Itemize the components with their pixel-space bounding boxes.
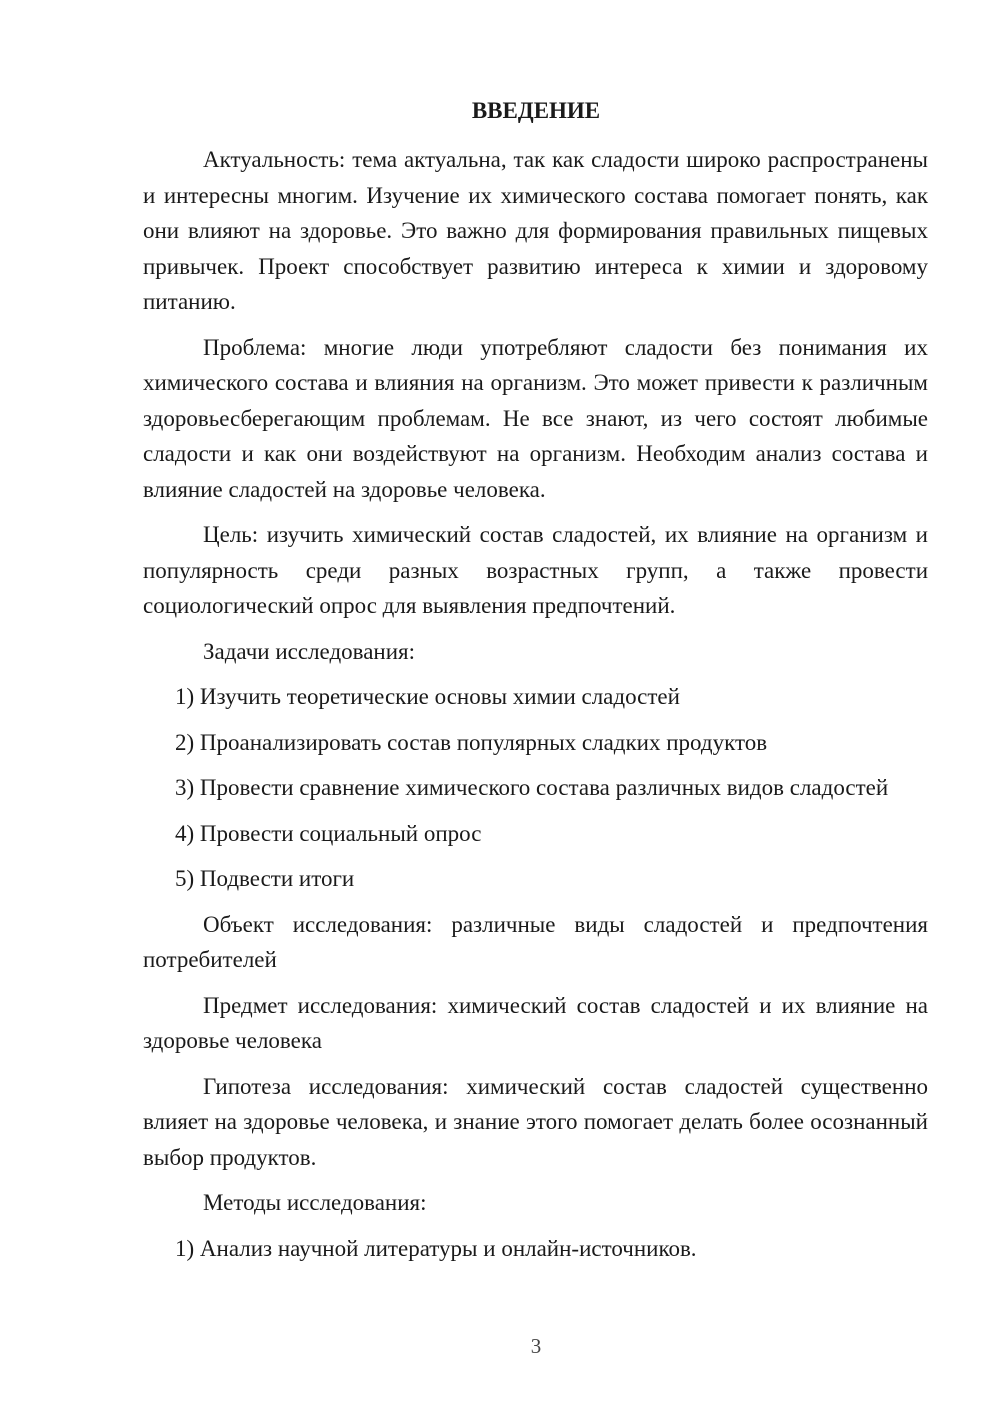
document-body bbox=[143, 142, 928, 1276]
paragraph-methods-heading: Методы исследования: bbox=[203, 1190, 427, 1215]
list-item: 1) Изучить теоретические основы химии сладостей bbox=[175, 684, 680, 709]
paragraph-goal: Цель: изучить химический состав сладостей, их влияние на организм и популярность среди разных возрастных групп, а также провести социологический опрос для выявления предпочтений. bbox=[143, 522, 928, 618]
paragraph-relevance: Актуальность: тема актуальна, так как сладости широко распространены и интересны многим. Изучение их химического состава помогает понять, как они влияют на здоровье. Это важно для формирования правильных пищевых привычек. Проект способствует развитию интереса к химии и здоровому питанию. bbox=[143, 147, 928, 314]
paragraph-tasks-heading: Задачи исследования: bbox=[203, 638, 416, 664]
list-item: 3) Провести сравнение химического состава различных видов сладостей bbox=[175, 775, 889, 800]
list-item: 4) Провести социальный опрос bbox=[175, 820, 482, 846]
page-number: 3 bbox=[530, 1334, 542, 1358]
list-item: 1) Анализ научной литературы и онлайн-источников. bbox=[175, 1235, 697, 1261]
paragraph-hypothesis: Гипотеза исследования: химический состав сладостей существенно влияет на здоровье человека, и знание этого помогает делать более осознанный выбор продуктов. bbox=[143, 1073, 928, 1170]
paragraph-object: Объект исследования: различные виды сладостей и предпочтения потребителей bbox=[143, 911, 928, 972]
paragraph-problem: Проблема: многие люди употребляют сладости без понимания их химического состава и влияния на организм. Это может привести к различным здоровьесберегающим проблемам. Не все знают, из чего состоят любимые сладости и как они воздействуют на организм. Необходим анализ состава и влияние сладостей на здоровье человека. bbox=[143, 334, 928, 502]
list-item: 5) Подвести итоги bbox=[175, 866, 355, 891]
page-title: ВВЕДЕНИЕ bbox=[471, 98, 601, 123]
list-item: 2) Проанализировать состав популярных сладких продуктов bbox=[175, 729, 768, 755]
paragraph-subject: Предмет исследования: химический состав сладостей и их влияние на здоровье человека bbox=[143, 992, 928, 1053]
